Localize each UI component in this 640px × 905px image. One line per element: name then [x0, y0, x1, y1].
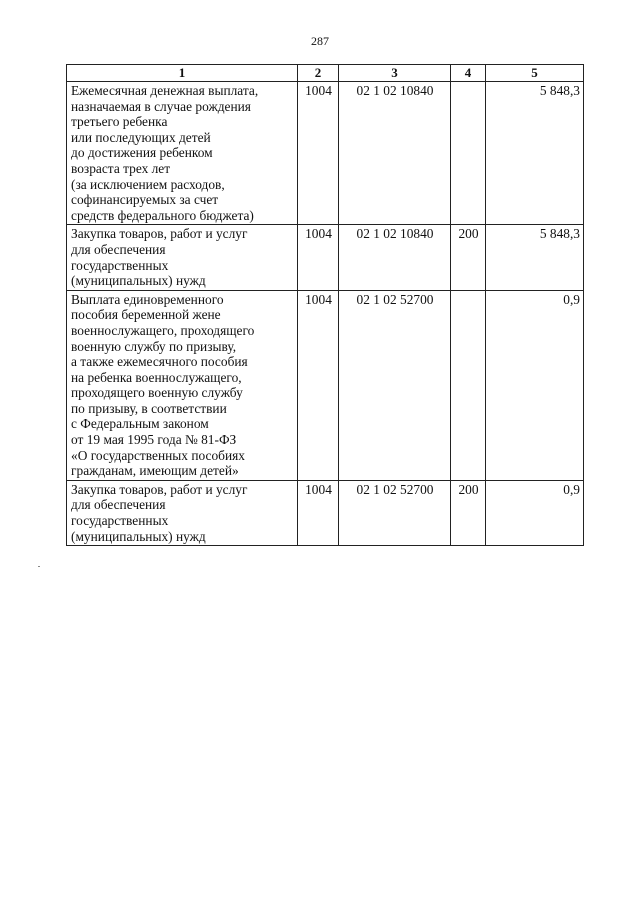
- row-kind: [451, 290, 486, 480]
- row-kind: [451, 82, 486, 225]
- row-target: 02 1 02 52700: [339, 480, 451, 545]
- table-header-row: [67, 65, 584, 82]
- row-target: 02 1 02 10840: [339, 225, 451, 290]
- page-number: 287: [311, 34, 329, 48]
- header-col-2: 2: [298, 65, 339, 82]
- row-name: Выплата единовременного пособия беременной жене военнослужащего, проходящего военную службу по призыву, а также ежемесячного пособия на ребенка военнослужащего, проходящего военную службу по призыву, в соответствии с Федеральным законом от 19 мая 1995 года № 81-ФЗ «О государственных пособиях гражданам, имеющим детей»: [67, 290, 298, 480]
- header-col-5: 5: [486, 65, 584, 82]
- header-col-1: 1: [67, 65, 298, 82]
- table-row: [67, 290, 584, 480]
- table-row: [67, 82, 584, 225]
- row-section: 1004: [298, 225, 339, 290]
- row-name: Закупка товаров, работ и услуг для обеспечения государственных (муниципальных) нужд: [67, 225, 298, 290]
- row-amount: 0,9: [486, 290, 584, 480]
- header-col-4: 4: [451, 65, 486, 82]
- table-row: [67, 480, 584, 545]
- row-kind: 200: [451, 480, 486, 545]
- row-name: Закупка товаров, работ и услуг для обеспечения государственных (муниципальных) нужд: [67, 480, 298, 545]
- row-section: 1004: [298, 82, 339, 225]
- row-target: 02 1 02 10840: [339, 82, 451, 225]
- header-col-3: 3: [339, 65, 451, 82]
- row-amount: 0,9: [486, 480, 584, 545]
- row-section: 1004: [298, 480, 339, 545]
- row-amount: 5 848,3: [486, 82, 584, 225]
- table-row: [67, 225, 584, 290]
- budget-table: [66, 64, 584, 546]
- row-amount: 5 848,3: [486, 225, 584, 290]
- row-target: 02 1 02 52700: [339, 290, 451, 480]
- row-name: Ежемесячная денежная выплата, назначаемая в случае рождения третьего ребенка или последующих детей до достижения ребенком возраста трех лет (за исключением расходов, софинансируемых за счет средств федерального бюджета): [67, 82, 298, 225]
- row-section: 1004: [298, 290, 339, 480]
- scan-speck: [38, 566, 40, 567]
- row-kind: 200: [451, 225, 486, 290]
